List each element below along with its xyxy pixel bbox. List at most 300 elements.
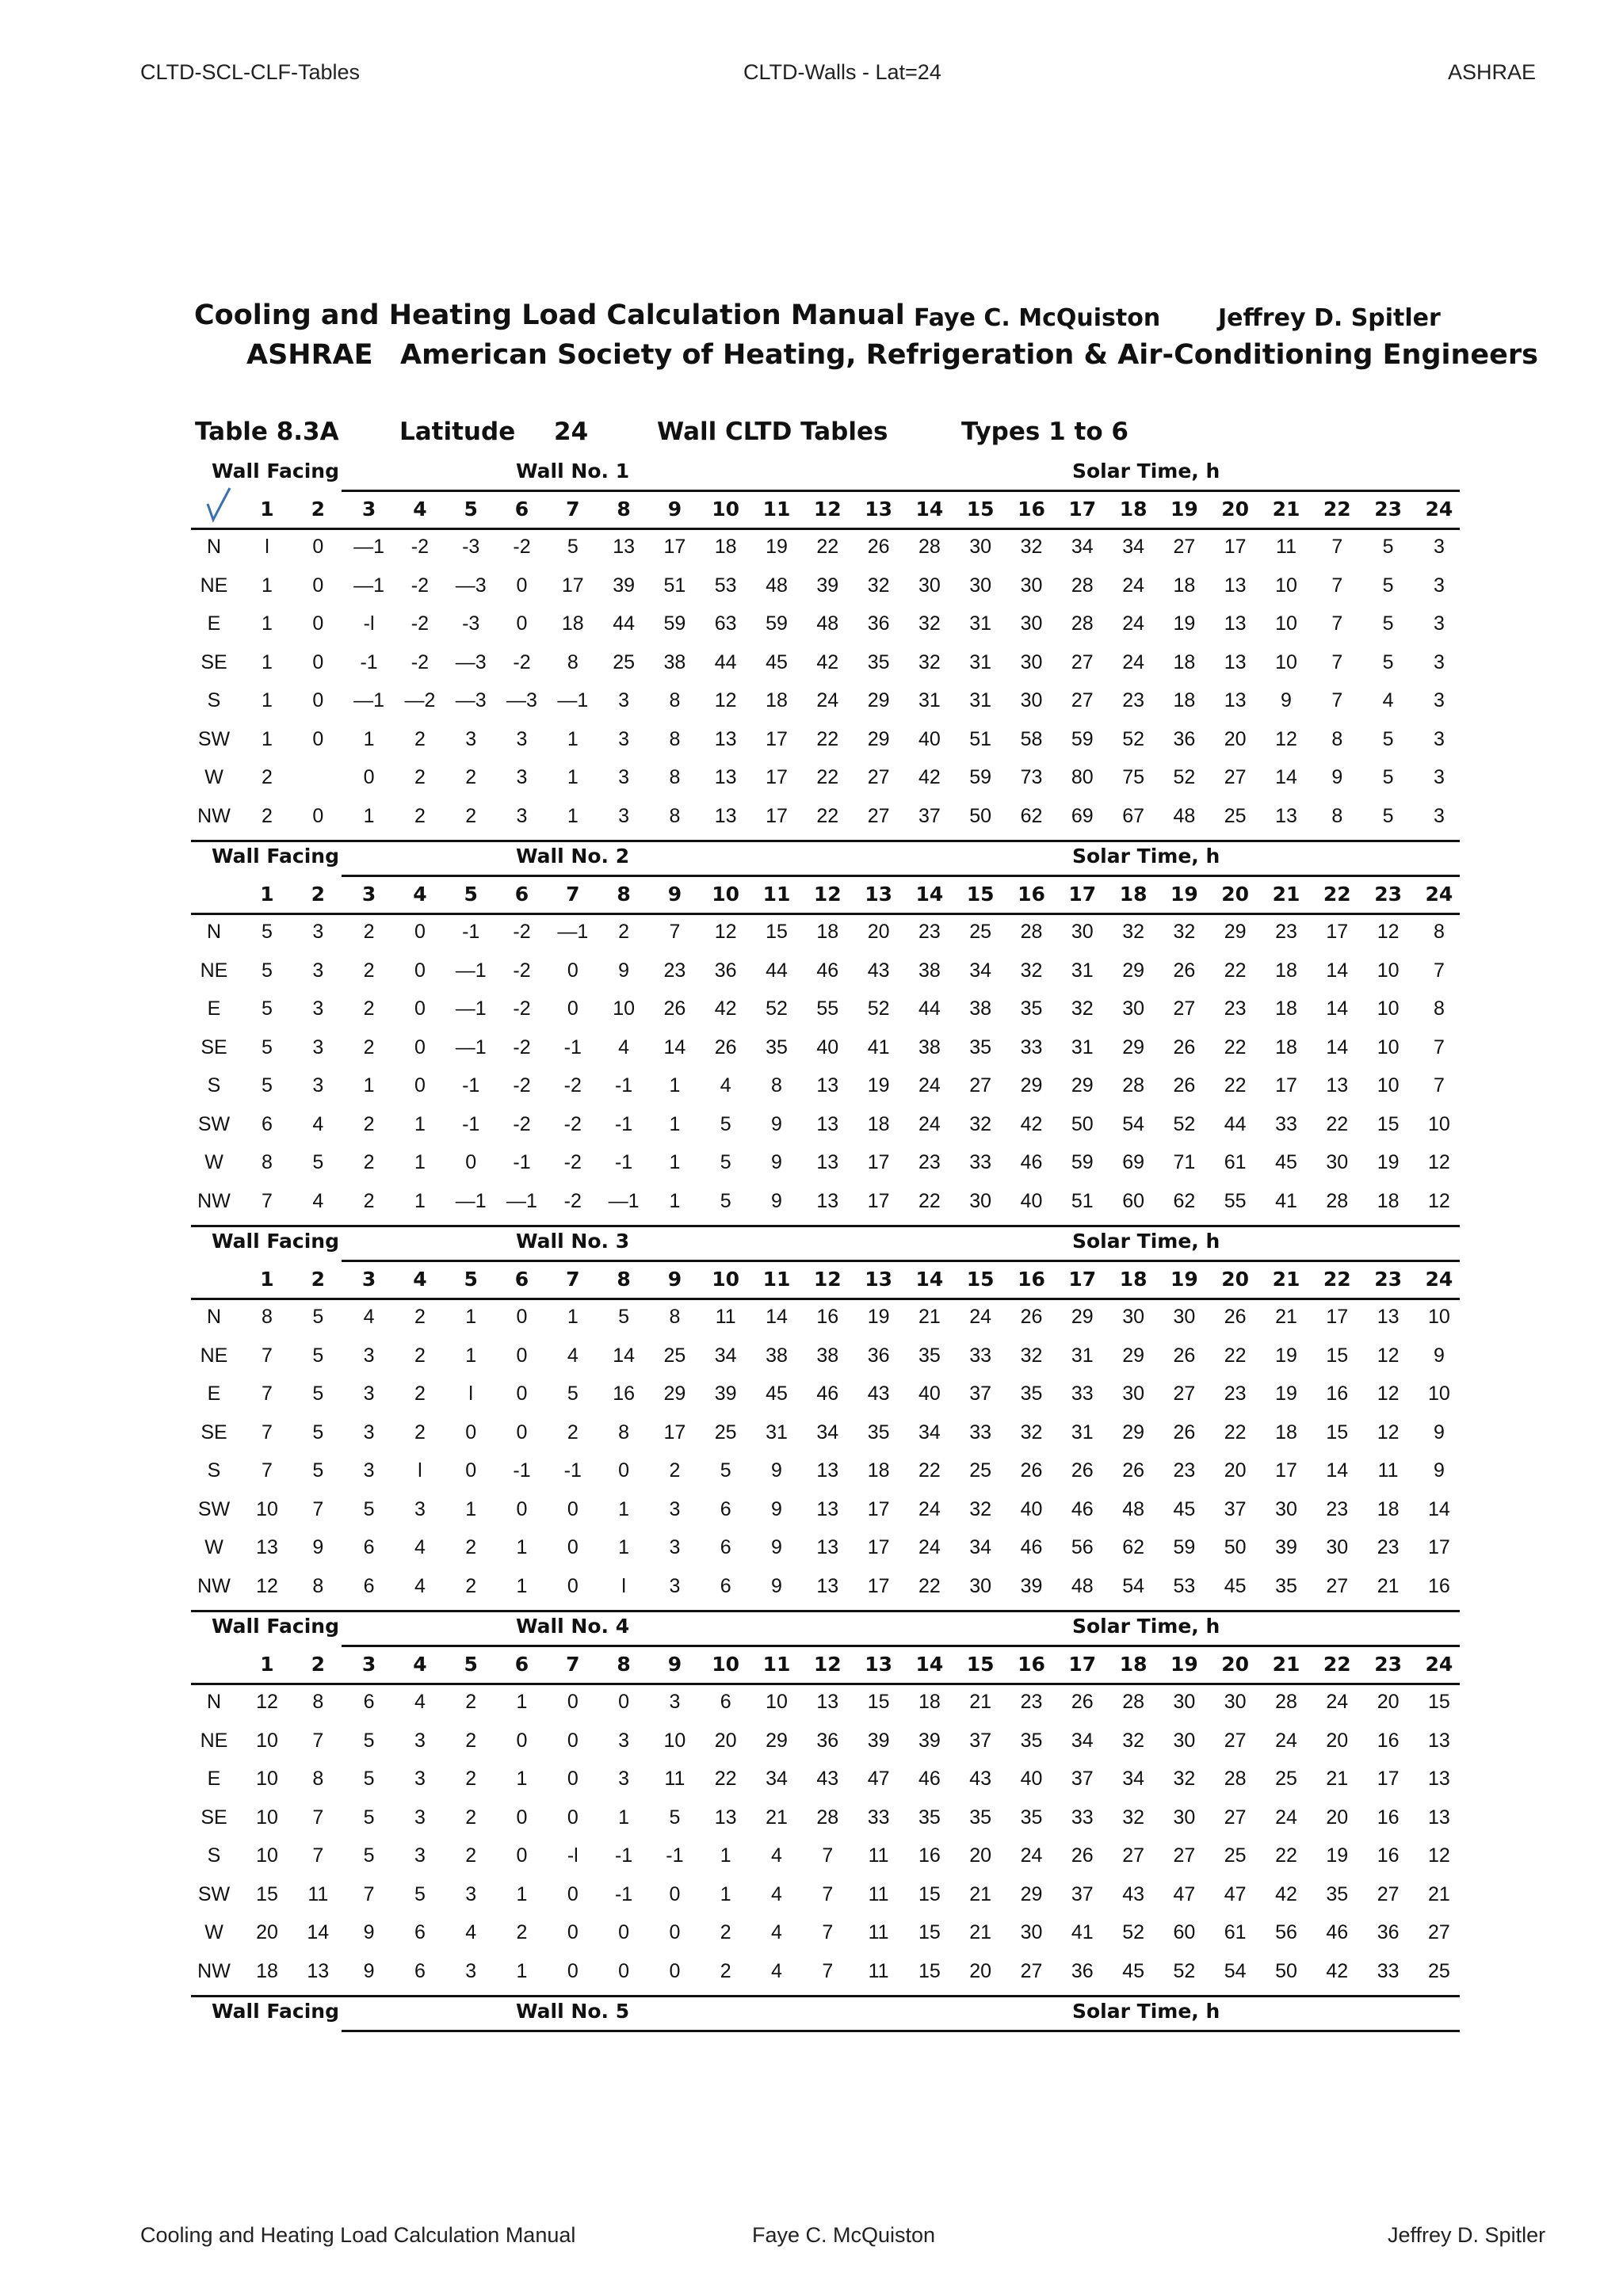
running-footer-center: Faye C. McQuiston [752, 2223, 936, 2247]
cltd-value: 44 [613, 612, 635, 635]
cltd-value: 59 [663, 612, 686, 635]
cltd-value: 3 [618, 1768, 630, 1790]
cltd-value: 6 [363, 1691, 375, 1713]
cltd-value: 6 [363, 1536, 375, 1558]
cltd-value: 3 [414, 1497, 426, 1520]
cltd-value: 30 [1122, 997, 1144, 1020]
cltd-value: 41 [867, 1035, 890, 1058]
cltd-value: 33 [1020, 1035, 1043, 1058]
cltd-value: 0 [567, 1768, 579, 1790]
wall-title: Wall No. 1 [516, 460, 630, 482]
wall-title: Wall No. 4 [516, 1615, 630, 1638]
cltd-value: 36 [1173, 727, 1196, 750]
cltd-value: 38 [816, 1344, 839, 1367]
hour-header: 3 [361, 498, 376, 521]
cltd-value: 24 [1122, 574, 1144, 597]
cltd-value: 17 [561, 574, 584, 597]
cltd-value: 7 [1433, 959, 1445, 982]
cltd-value: 20 [1224, 727, 1247, 750]
cltd-value: 16 [1377, 1844, 1400, 1867]
hour-header: 11 [762, 498, 791, 521]
cltd-value: 13 [1427, 1729, 1450, 1752]
cltd-value: 45 [766, 650, 788, 673]
cltd-value: -2 [513, 1035, 531, 1058]
solar-time-label: Solar Time, h [1072, 2000, 1220, 2023]
cltd-value: 18 [256, 1959, 278, 1982]
row-direction: N [206, 1306, 222, 1328]
hour-header: 4 [413, 1653, 427, 1676]
cltd-value: 8 [262, 1306, 273, 1328]
hour-header: 12 [813, 1653, 842, 1676]
cltd-value: 30 [1020, 1921, 1043, 1943]
org-abbreviation: ASHRAE [246, 339, 373, 371]
cltd-value: 12 [1377, 1383, 1400, 1405]
cltd-value: 0 [312, 804, 324, 827]
cltd-value: 4 [312, 1112, 324, 1135]
cltd-value: 35 [969, 1806, 992, 1829]
cltd-value: -1 [614, 1844, 633, 1867]
cltd-value: 9 [1281, 689, 1292, 711]
header-rule-bottom [191, 528, 1460, 530]
cltd-value: —1 [353, 536, 385, 558]
cltd-value: 38 [918, 1035, 941, 1058]
cltd-value: 7 [262, 1459, 273, 1482]
cltd-value: 20 [1326, 1806, 1349, 1829]
cltd-value: 38 [766, 1344, 788, 1367]
cltd-value: 20 [1224, 1459, 1247, 1482]
cltd-value: 3 [465, 727, 477, 750]
cltd-value: 0 [312, 574, 324, 597]
cltd-value: 15 [1326, 1344, 1349, 1367]
cltd-value: 7 [1331, 536, 1343, 558]
cltd-value: 35 [918, 1344, 941, 1367]
cltd-value: 29 [1122, 1035, 1144, 1058]
cltd-value: 20 [867, 921, 890, 943]
hour-header: 6 [514, 498, 529, 521]
cltd-value: 3 [312, 1035, 324, 1058]
cltd-value: 44 [1224, 1112, 1247, 1135]
cltd-value: 28 [918, 536, 941, 558]
cltd-value: —1 [506, 1189, 537, 1212]
cltd-value: 30 [1020, 574, 1043, 597]
row-direction: NE [200, 574, 228, 597]
hour-header: 16 [1018, 498, 1045, 521]
cltd-value: 33 [969, 1151, 992, 1173]
cltd-value: 51 [663, 574, 686, 597]
cltd-value: 59 [1071, 1151, 1094, 1173]
cltd-value: 32 [1020, 1421, 1043, 1444]
cltd-value: 1 [465, 1497, 477, 1520]
cltd-value: 42 [1275, 1882, 1297, 1905]
cltd-value: -1 [513, 1151, 531, 1173]
cltd-value: 26 [1020, 1306, 1043, 1328]
cltd-value: 13 [307, 1959, 330, 1982]
cltd-value: 24 [1122, 650, 1144, 673]
cltd-value: 1 [363, 727, 375, 750]
hour-header: 15 [966, 1653, 995, 1676]
cltd-value: 28 [1275, 1691, 1297, 1713]
cltd-value: 39 [714, 1383, 737, 1405]
hour-header: 19 [1170, 1268, 1198, 1291]
cltd-value: 2 [363, 921, 375, 943]
cltd-value: 8 [1331, 804, 1343, 827]
cltd-value: 34 [969, 959, 992, 982]
header-rule-top [342, 2030, 1460, 2032]
cltd-value: 2 [414, 1344, 426, 1367]
cltd-value: 12 [1427, 1151, 1450, 1173]
cltd-value: 26 [1071, 1691, 1094, 1713]
hour-header: 19 [1170, 883, 1198, 906]
cltd-value: 11 [868, 1882, 889, 1905]
cltd-value: 1 [414, 1189, 426, 1212]
cltd-value: 41 [1071, 1921, 1094, 1943]
hour-header: 8 [617, 883, 631, 906]
cltd-value: 0 [516, 612, 528, 635]
cltd-value: 8 [262, 1151, 273, 1173]
cltd-value: 9 [312, 1536, 324, 1558]
row-direction: W [204, 1151, 223, 1173]
cltd-value: 21 [1326, 1768, 1349, 1790]
cltd-value: 3 [363, 1383, 375, 1405]
wall-facing-label: Wall Facing [212, 845, 339, 868]
cltd-value: 12 [1427, 1189, 1450, 1212]
cltd-value: 2 [414, 766, 426, 788]
cltd-value: 1 [516, 1959, 528, 1982]
cltd-value: 32 [867, 574, 890, 597]
cltd-value: -1 [462, 1112, 480, 1135]
cltd-value: 30 [1020, 689, 1043, 711]
cltd-value: 29 [663, 1383, 686, 1405]
cltd-value: 2 [363, 1112, 375, 1135]
cltd-value: 1 [567, 804, 579, 827]
hour-header: 1 [260, 1653, 274, 1676]
cltd-value: 69 [1122, 1151, 1144, 1173]
wall-facing-label: Wall Facing [212, 1615, 339, 1638]
cltd-value: 5 [312, 1421, 324, 1444]
cltd-value: 3 [516, 727, 528, 750]
cltd-value: 44 [766, 959, 788, 982]
cltd-value: 59 [969, 766, 992, 788]
hour-header: 23 [1374, 1653, 1402, 1676]
cltd-value: 4 [771, 1921, 782, 1943]
table-bottom-rule [191, 840, 1460, 842]
cltd-value: -1 [666, 1844, 684, 1867]
row-direction: SE [200, 1035, 227, 1058]
cltd-value: 33 [1071, 1806, 1094, 1829]
cltd-value: 50 [1071, 1112, 1094, 1135]
cltd-value: 20 [1377, 1691, 1400, 1713]
row-direction: SW [197, 727, 231, 750]
header-rule-bottom [191, 913, 1460, 915]
hour-header: 21 [1272, 1653, 1300, 1676]
cltd-value: 19 [1326, 1844, 1349, 1867]
cltd-value: 15 [256, 1882, 278, 1905]
cltd-value: 18 [561, 612, 584, 635]
hour-header: 13 [865, 1268, 892, 1291]
cltd-value: 8 [669, 1306, 681, 1328]
cltd-value: 13 [714, 727, 737, 750]
cltd-value: 40 [918, 1383, 941, 1405]
cltd-value: 2 [465, 1691, 477, 1713]
cltd-value: 30 [1020, 612, 1043, 635]
cltd-value: 1 [414, 1151, 426, 1173]
cltd-value: 27 [1224, 1729, 1247, 1752]
cltd-value: 4 [771, 1959, 782, 1982]
cltd-value: 30 [969, 536, 992, 558]
cltd-value: 22 [1224, 1035, 1247, 1058]
cltd-value: 18 [1275, 997, 1297, 1020]
cltd-value: 1 [465, 1344, 477, 1367]
wall-title: Wall No. 5 [516, 2000, 630, 2023]
cltd-value: 5 [720, 1459, 731, 1482]
cltd-value: 52 [1122, 1921, 1144, 1943]
cltd-value: 27 [1173, 536, 1196, 558]
cltd-value: -2 [411, 612, 429, 635]
cltd-value: 3 [618, 689, 630, 711]
cltd-value: 15 [1377, 1112, 1400, 1135]
cltd-value: 10 [256, 1729, 278, 1752]
cltd-value: 5 [262, 959, 273, 982]
cltd-value: 8 [771, 1074, 782, 1097]
cltd-value: 47 [1173, 1882, 1196, 1905]
hour-header: 20 [1221, 883, 1250, 906]
cltd-value: 22 [918, 1189, 941, 1212]
hour-header: 2 [311, 1653, 325, 1676]
cltd-value: 11 [868, 1921, 889, 1943]
cltd-value: 5 [312, 1151, 324, 1173]
row-direction: N [206, 1691, 222, 1713]
cltd-value: 30 [1173, 1806, 1196, 1829]
cltd-value: 46 [1326, 1921, 1349, 1943]
cltd-value: 11 [868, 1844, 889, 1867]
cltd-value: 75 [1122, 766, 1144, 788]
hour-header: 12 [813, 498, 842, 521]
latitude-label: Latitude [399, 418, 516, 446]
hour-header: 10 [712, 498, 740, 521]
cltd-value: 30 [969, 1189, 992, 1212]
cltd-value: 29 [1122, 1344, 1144, 1367]
cltd-value: 71 [1173, 1151, 1196, 1173]
cltd-value: 31 [969, 689, 992, 711]
cltd-value: 11 [1276, 536, 1296, 558]
cltd-value: 4 [363, 1306, 375, 1328]
cltd-value: 13 [1224, 612, 1247, 635]
cltd-value: 0 [414, 1074, 426, 1097]
cltd-value: —3 [506, 689, 537, 711]
hour-header: 7 [566, 883, 580, 906]
checkmark-icon [204, 485, 233, 524]
cltd-value: 13 [816, 1574, 839, 1597]
cltd-value: —1 [557, 921, 589, 943]
cltd-value: 12 [1377, 1344, 1400, 1367]
cltd-value: 0 [465, 1151, 477, 1173]
cltd-value: 8 [618, 1421, 630, 1444]
cltd-value: 28 [1071, 574, 1094, 597]
cltd-value: -2 [411, 574, 429, 597]
hour-header: 1 [260, 883, 274, 906]
hour-header: 19 [1170, 1653, 1198, 1676]
cltd-value: 3 [414, 1768, 426, 1790]
cltd-value: 46 [1020, 1151, 1043, 1173]
cltd-value: —1 [608, 1189, 640, 1212]
cltd-value: 5 [312, 1459, 324, 1482]
cltd-value: 34 [766, 1768, 788, 1790]
cltd-value: 4 [414, 1574, 426, 1597]
hour-header: 18 [1119, 498, 1148, 521]
cltd-value: 32 [1020, 1344, 1043, 1367]
cltd-value: 6 [720, 1536, 731, 1558]
cltd-value: 6 [720, 1691, 731, 1713]
cltd-value: 18 [867, 1112, 890, 1135]
cltd-value: 15 [1427, 1691, 1450, 1713]
cltd-value: 9 [1433, 1421, 1445, 1444]
cltd-value: 3 [669, 1497, 681, 1520]
cltd-value: 50 [969, 804, 992, 827]
cltd-value: 13 [714, 1806, 737, 1829]
hour-header: 14 [915, 1268, 944, 1291]
cltd-value: 32 [1071, 997, 1094, 1020]
cltd-value: 33 [969, 1421, 992, 1444]
cltd-value: 35 [867, 650, 890, 673]
row-direction: NE [200, 1729, 228, 1752]
cltd-value: 18 [1173, 689, 1196, 711]
cltd-value: 5 [414, 1882, 426, 1905]
cltd-value: 11 [307, 1882, 329, 1905]
cltd-value: 10 [256, 1844, 278, 1867]
cltd-value: 3 [1433, 650, 1445, 673]
cltd-value: 5 [262, 997, 273, 1020]
hour-header: 17 [1068, 1268, 1097, 1291]
cltd-value: 7 [262, 1344, 273, 1367]
cltd-value: 3 [669, 1536, 681, 1558]
cltd-value: 3 [669, 1691, 681, 1713]
cltd-value: 31 [969, 650, 992, 673]
cltd-value: 7 [1331, 650, 1343, 673]
cltd-value: 12 [1275, 727, 1297, 750]
org-full-name: American Society of Heating, Refrigeration & Air-Conditioning Engineers [400, 339, 1538, 371]
cltd-value: 18 [1377, 1189, 1400, 1212]
table-name: Wall CLTD Tables [657, 418, 888, 446]
cltd-value: 10 [1427, 1383, 1450, 1405]
cltd-value: 27 [969, 1074, 992, 1097]
cltd-value: 0 [516, 574, 528, 597]
hour-header: 19 [1170, 498, 1198, 521]
cltd-value: 26 [1173, 1035, 1196, 1058]
row-direction: NW [197, 1959, 231, 1982]
cltd-value: 35 [969, 1035, 992, 1058]
cltd-value: 29 [867, 689, 890, 711]
cltd-value: 34 [1122, 1768, 1144, 1790]
cltd-value: 30 [1275, 1497, 1297, 1520]
hour-header: 21 [1272, 498, 1300, 521]
cltd-value: 2 [262, 766, 273, 788]
cltd-value: 13 [1224, 689, 1247, 711]
row-direction: E [207, 997, 221, 1020]
cltd-value: 6 [414, 1959, 426, 1982]
cltd-value: 26 [1173, 1344, 1196, 1367]
hour-header: 13 [865, 1653, 892, 1676]
cltd-value: 34 [1071, 1729, 1094, 1752]
cltd-value: 0 [567, 1574, 579, 1597]
cltd-value: 13 [613, 536, 635, 558]
cltd-value: 18 [816, 921, 839, 943]
cltd-value: 21 [1427, 1882, 1450, 1905]
cltd-value: 0 [567, 997, 579, 1020]
cltd-value: 8 [312, 1768, 324, 1790]
cltd-value: 26 [1071, 1844, 1094, 1867]
cltd-value: 26 [1224, 1306, 1247, 1328]
author-1: Faye C. McQuiston [914, 304, 1161, 332]
cltd-value: —1 [557, 689, 589, 711]
cltd-value: 0 [567, 1497, 579, 1520]
cltd-value: 13 [816, 1459, 839, 1482]
cltd-value: 10 [1275, 574, 1297, 597]
cltd-value: 0 [414, 1035, 426, 1058]
hour-header: 10 [712, 1268, 740, 1291]
cltd-value: 7 [822, 1959, 834, 1982]
cltd-value: 13 [1377, 1306, 1400, 1328]
cltd-value: 17 [766, 804, 788, 827]
cltd-value: -1 [614, 1882, 633, 1905]
cltd-value: 32 [1020, 959, 1043, 982]
cltd-value: 45 [1224, 1574, 1247, 1597]
cltd-value: 2 [363, 959, 375, 982]
cltd-value: 32 [1122, 921, 1144, 943]
cltd-value: 5 [1382, 574, 1394, 597]
cltd-value: l [621, 1574, 626, 1597]
hour-header: 24 [1425, 1268, 1453, 1291]
header-rule-top [342, 875, 1460, 877]
cltd-value: 7 [363, 1882, 375, 1905]
cltd-value: 2 [720, 1959, 731, 1982]
cltd-value: 3 [312, 921, 324, 943]
cltd-value: 4 [312, 1189, 324, 1212]
hour-header: 20 [1221, 1653, 1250, 1676]
hour-header: 14 [915, 498, 944, 521]
hour-header: 13 [865, 883, 892, 906]
cltd-value: 29 [1071, 1074, 1094, 1097]
cltd-value: 8 [669, 766, 681, 788]
hour-header: 6 [514, 1268, 529, 1291]
cltd-value: 46 [816, 1383, 839, 1405]
hour-header: 17 [1068, 498, 1097, 521]
cltd-value: 3 [618, 727, 630, 750]
cltd-value: 7 [262, 1383, 273, 1405]
cltd-value: 0 [618, 1959, 630, 1982]
cltd-value: 24 [1020, 1844, 1043, 1867]
cltd-value: 21 [969, 1691, 992, 1713]
cltd-value: 13 [816, 1151, 839, 1173]
row-direction: SW [197, 1112, 231, 1135]
cltd-value: 39 [1020, 1574, 1043, 1597]
cltd-value: 31 [1071, 1035, 1094, 1058]
cltd-value: 3 [465, 1882, 477, 1905]
cltd-value: 0 [312, 727, 324, 750]
cltd-value: 0 [516, 1497, 528, 1520]
cltd-value: 26 [1173, 1074, 1196, 1097]
hour-header: 6 [514, 1653, 529, 1676]
cltd-value: 31 [918, 689, 941, 711]
cltd-value: 9 [771, 1459, 782, 1482]
cltd-value: -1 [360, 650, 378, 673]
cltd-value: 0 [567, 1536, 579, 1558]
cltd-value: 73 [1020, 766, 1043, 788]
hour-header: 24 [1425, 498, 1453, 521]
hour-header: 24 [1425, 883, 1453, 906]
cltd-value: 0 [618, 1921, 630, 1943]
cltd-value: 2 [414, 1306, 426, 1328]
hour-header: 17 [1068, 1653, 1097, 1676]
